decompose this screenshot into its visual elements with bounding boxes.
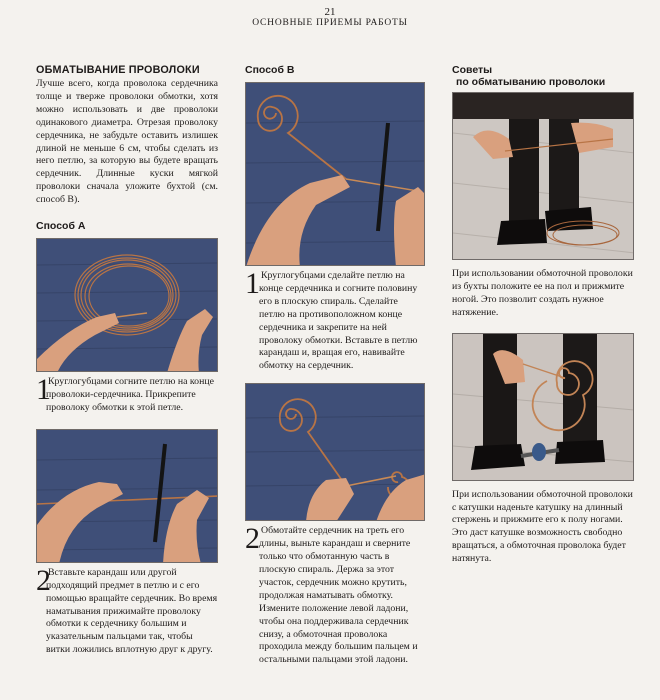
photo-method-a-step2 [36, 429, 218, 563]
step-text: Вставьте карандаш или другой подходящий предмет в петлю и с его помощью вращайте сердечник. Во время наматывания прижимайте проволоку обмотки к сердечнику большим и указательным пальцами так, чтобы витки ложились вплотную друг к другу. [46, 566, 218, 656]
step-number: 2 [245, 522, 260, 556]
photo-tip-coil-foot [452, 92, 634, 260]
running-title: ОСНОВНЫЕ ПРИЕМЫ РАБОТЫ [252, 18, 408, 28]
photo-coil-hands [37, 239, 218, 372]
page-number: 21 [324, 6, 336, 18]
section-heading: ОБМАТЫВАНИЕ ПРОВОЛОКИ [36, 64, 200, 76]
photo-method-b-step2 [245, 383, 425, 521]
tips-subheading: по обматыванию проволоки [456, 76, 606, 88]
method-a-step2 [36, 563, 218, 657]
photo-spiral-holding [246, 384, 425, 521]
method-b-step2 [245, 522, 425, 667]
step-text: Обмотайте сердечник на треть его длины, выньте карандаш и сверните только что обмотанную часть в плоскую спираль. Держа за этот участок, сердечник можно крутить, продолжая наматывать обмотку. Измените положение левой ладони, чтобы она поддерживала сердечник снизу, а обмоточная проволока проходила между большим пальцем и остальными пальцами этой ладони. [259, 525, 418, 666]
method-a-heading: Способ А [36, 220, 86, 233]
left-column [36, 64, 218, 657]
step-number: 2 [36, 563, 51, 597]
photo-spool-between-feet [453, 334, 634, 481]
method-b-heading: Способ В [245, 64, 295, 76]
photo-method-a-step1 [36, 238, 218, 372]
tips-heading: Советы [452, 64, 493, 76]
step-text: Круглогубцами сделайте петлю на конце сердечника и согните половину его в плоскую спираль. Сделайте петлю на противоположном конце сердечника и закрепите на ней проволоку обмотки. Вставьте в петлю карандаш и, вращая его, навивайте обмотку на сердечник. [259, 270, 418, 372]
tip-1-text: При использовании обмоточной проволоки из бухты положите ее на пол и прижмите ногой. Это позволит создать нужное натяжение. [452, 268, 633, 318]
photo-flat-spiral [246, 83, 425, 266]
photo-method-b-step1 [245, 82, 425, 266]
step-number: 1 [245, 267, 260, 300]
page-header [0, 6, 660, 29]
right-column [452, 64, 634, 566]
step-number: 1 [36, 373, 51, 407]
method-b-step1 [245, 267, 425, 373]
intro-paragraph: Лучше всего, когда проволока сердечника толще и тверже проволоки обмотки, хотя можно использовать и две проволоки одинакового диаметра. Отрезая проволоку сердечника, не забудьте оставить излишек длиной не меньше 6 см, чтобы сделать из него петлю, за которую вы будете вращать сердечник. Длинные куски мягкой проволоки сначала уложите бухтой (см. способ В). [36, 78, 218, 206]
tip-2-text: При использовании обмоточной проволоки с катушки наденьте катушку на длинный стержень и прижмите его к полу ногами. Это даст катушке возможность свободно вращаться, а обмоточная проволока будет натянута. [452, 488, 633, 565]
photo-tip-spool-feet [452, 333, 634, 481]
method-a-step1 [36, 373, 218, 415]
middle-column [245, 64, 425, 667]
photo-pencil-winding [37, 430, 218, 563]
photo-foot-on-coil [453, 93, 634, 260]
step-text: Круглогубцами согните петлю на конце проволоки-сердечника. Прикрепите проволоку обмотки к этой петле. [46, 376, 214, 413]
